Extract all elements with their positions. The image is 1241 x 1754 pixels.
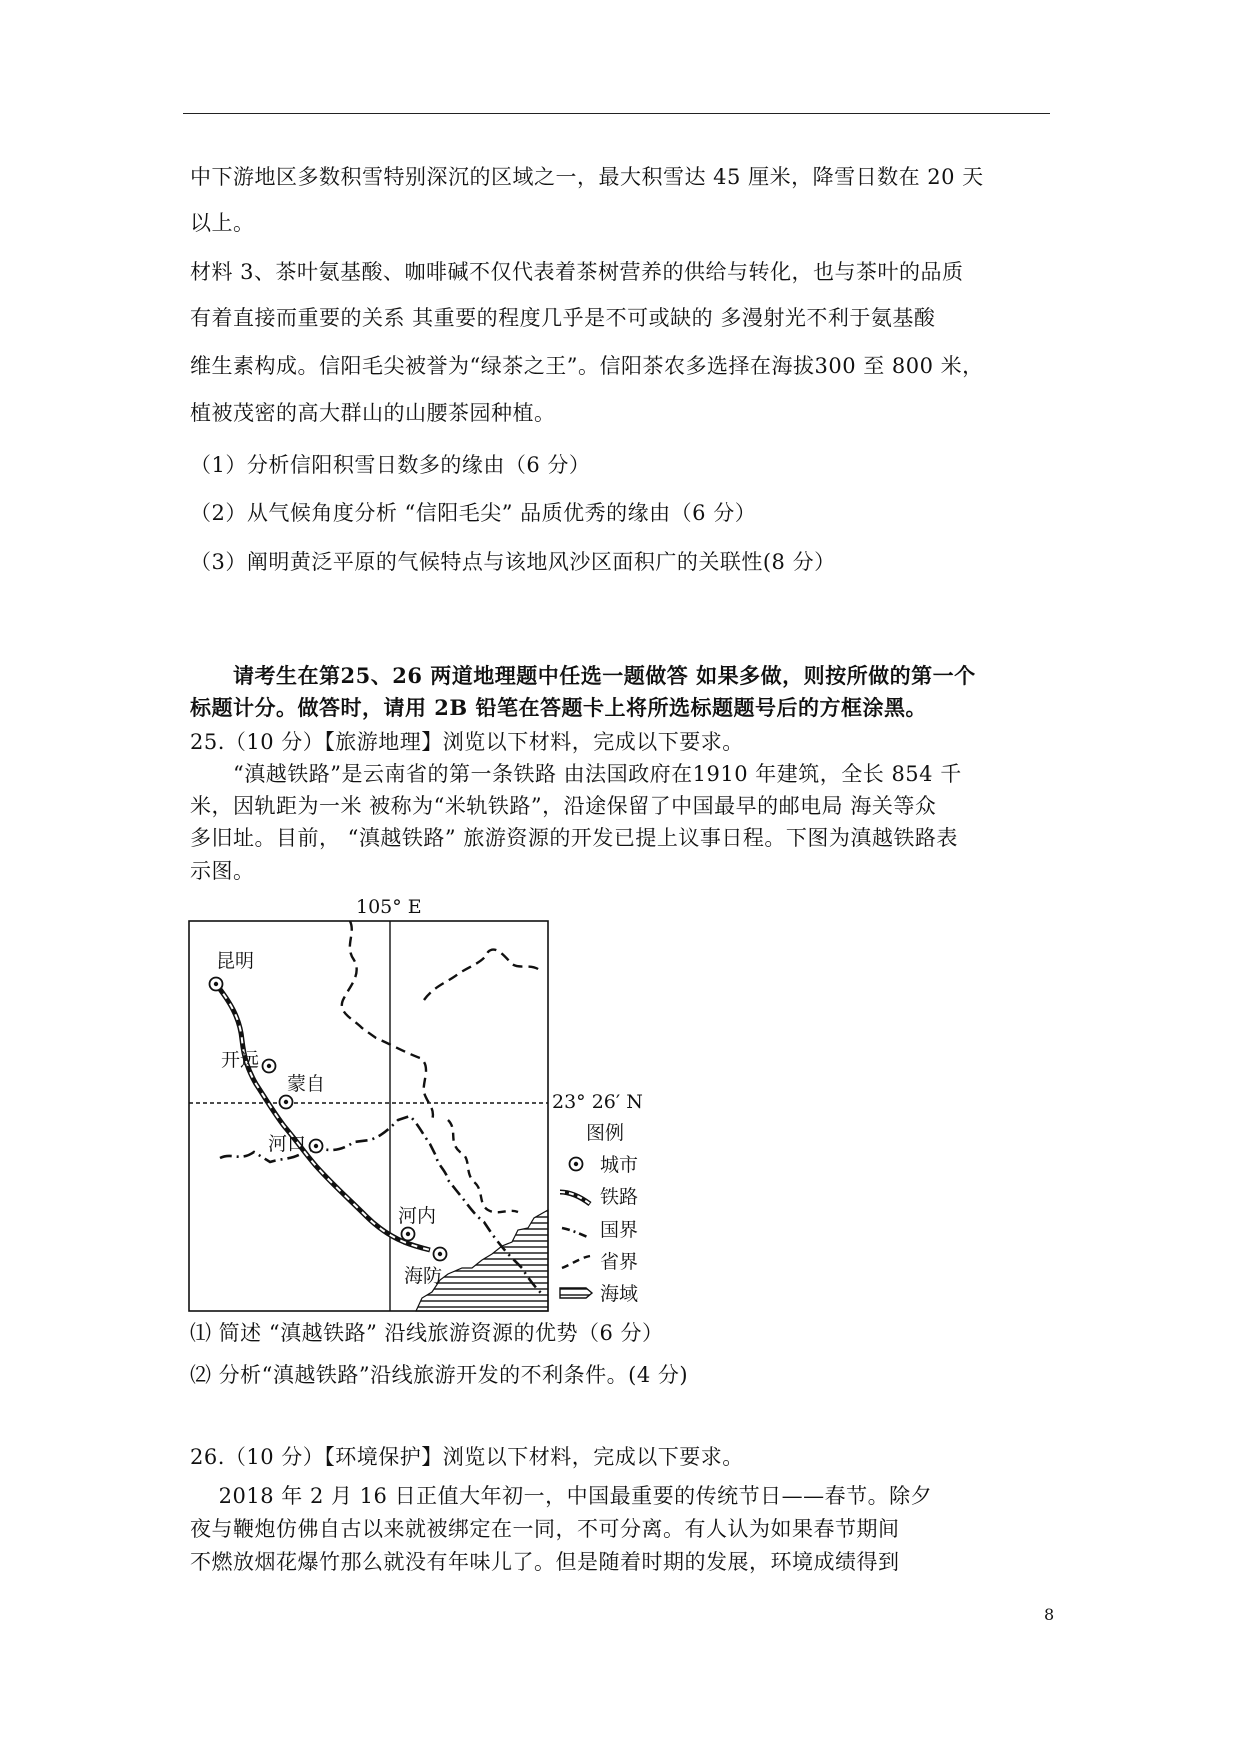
text-line: 有着直接而重要的关系 其重要的程度几乎是不可或缺的 多漫射光不利于氨基酸 bbox=[190, 306, 936, 330]
provincial-border-line bbox=[342, 921, 433, 1120]
city-label-kaiyuan: 开远 bbox=[221, 1049, 260, 1071]
text-line: 25.（10 分）【旅游地理】浏览以下材料，完成以下要求。 bbox=[190, 730, 744, 754]
city-hekou bbox=[268, 1133, 323, 1155]
header-rule bbox=[183, 113, 1050, 114]
railway-map bbox=[186, 890, 666, 1320]
text-line: 以上。 bbox=[190, 211, 255, 235]
city-label-mengzi: 蒙自 bbox=[287, 1073, 326, 1095]
meridian-label: 105° E bbox=[356, 896, 422, 918]
provincial-border-line-north bbox=[424, 950, 542, 1000]
legend-national-border-label: 国界 bbox=[600, 1219, 639, 1241]
text-line: （1）分析信阳积雪日数多的缘由（6 分） bbox=[190, 453, 591, 477]
text-line: 维生素构成。信阳毛尖被誉为“绿茶之王”。信阳茶农多选择在海拔300 至 800 米， bbox=[190, 354, 984, 378]
text-line: 不燃放烟花爆竹那么就没有年味儿了。但是随着时期的发展，环境成绩得到 bbox=[190, 1550, 900, 1574]
text-line: 示图。 bbox=[190, 859, 255, 883]
text-line: 请考生在第25、26 两道地理题中任选一题做答 如果多做，则按所做的第一个 bbox=[190, 663, 976, 688]
text-line: 多旧址。目前， “滇越铁路” 旅游资源的开发已提上议事日程。下图为滇越铁路表 bbox=[190, 826, 958, 850]
text-line: ⑵ 分析“滇越铁路”沿线旅游开发的不利条件。(4 分) bbox=[190, 1363, 689, 1387]
city-hanoi bbox=[398, 1205, 436, 1241]
city-label-kunming: 昆明 bbox=[216, 950, 255, 972]
legend-railway-label: 铁路 bbox=[600, 1186, 639, 1208]
text-line: 标题计分。做答时，请用 2B 铅笔在答题卡上将所选标题题号后的方框涂黑。 bbox=[190, 695, 927, 720]
text-line: 26.（10 分）【环境保护】浏览以下材料，完成以下要求。 bbox=[190, 1445, 744, 1469]
legend-national-border bbox=[562, 1219, 638, 1241]
text-line: 2018 年 2 月 16 日正值大年初一，中国最重要的传统节日——春节。除夕 bbox=[190, 1484, 933, 1508]
legend-city bbox=[570, 1154, 639, 1176]
legend-provincial-border bbox=[562, 1251, 638, 1273]
page-number: 8 bbox=[1044, 1605, 1055, 1624]
city-haiphong bbox=[404, 1248, 447, 1288]
text-line: ⑴ 简述 “滇越铁路” 沿线旅游资源的优势（6 分） bbox=[190, 1321, 664, 1345]
map-legend bbox=[560, 1122, 638, 1305]
city-kunming bbox=[210, 950, 255, 991]
text-line: 中下游地区多数积雪特别深沉的区域之一，最大积雪达 45 厘米，降雪日数在 20 天 bbox=[190, 165, 984, 189]
legend-sea-label: 海域 bbox=[600, 1283, 639, 1305]
text-line: 植被茂密的高大群山的山腰茶园种植。 bbox=[190, 401, 556, 425]
legend-provincial-border-label: 省界 bbox=[600, 1251, 639, 1273]
city-label-hekou: 河口 bbox=[268, 1133, 307, 1155]
parallel-label: 23° 26′ N bbox=[552, 1091, 643, 1113]
text-line: 夜与鞭炮仿佛自古以来就被绑定在一同，不可分离。有人认为如果春节期间 bbox=[190, 1517, 900, 1541]
city-label-hanoi: 河内 bbox=[398, 1205, 437, 1227]
text-line: 米，因轨距为一米 被称为“米轨铁路”，沿途保留了中国最早的邮电局 海关等众 bbox=[190, 794, 937, 818]
city-kaiyuan bbox=[221, 1049, 276, 1073]
provincial-border-line-east bbox=[448, 1120, 518, 1212]
city-label-haiphong: 海防 bbox=[404, 1265, 443, 1287]
legend-city-label: 城市 bbox=[600, 1154, 639, 1176]
legend-sea bbox=[560, 1283, 638, 1305]
legend-railway bbox=[560, 1186, 638, 1208]
legend-title: 图例 bbox=[586, 1122, 625, 1144]
text-line: （2）从气候角度分析 “信阳毛尖” 品质优秀的缘由（6 分） bbox=[190, 501, 757, 525]
text-line: （3）阐明黄泛平原的气候特点与该地风沙区面积广的关联性(8 分） bbox=[190, 550, 836, 574]
text-line: “滇越铁路”是云南省的第一条铁路 由法国政府在1910 年建筑，全长 854 千 bbox=[190, 762, 962, 786]
text-line: 材料 3、茶叶氨基酸、咖啡碱不仅代表着茶树营养的供给与转化，也与茶叶的品质 bbox=[190, 260, 964, 284]
